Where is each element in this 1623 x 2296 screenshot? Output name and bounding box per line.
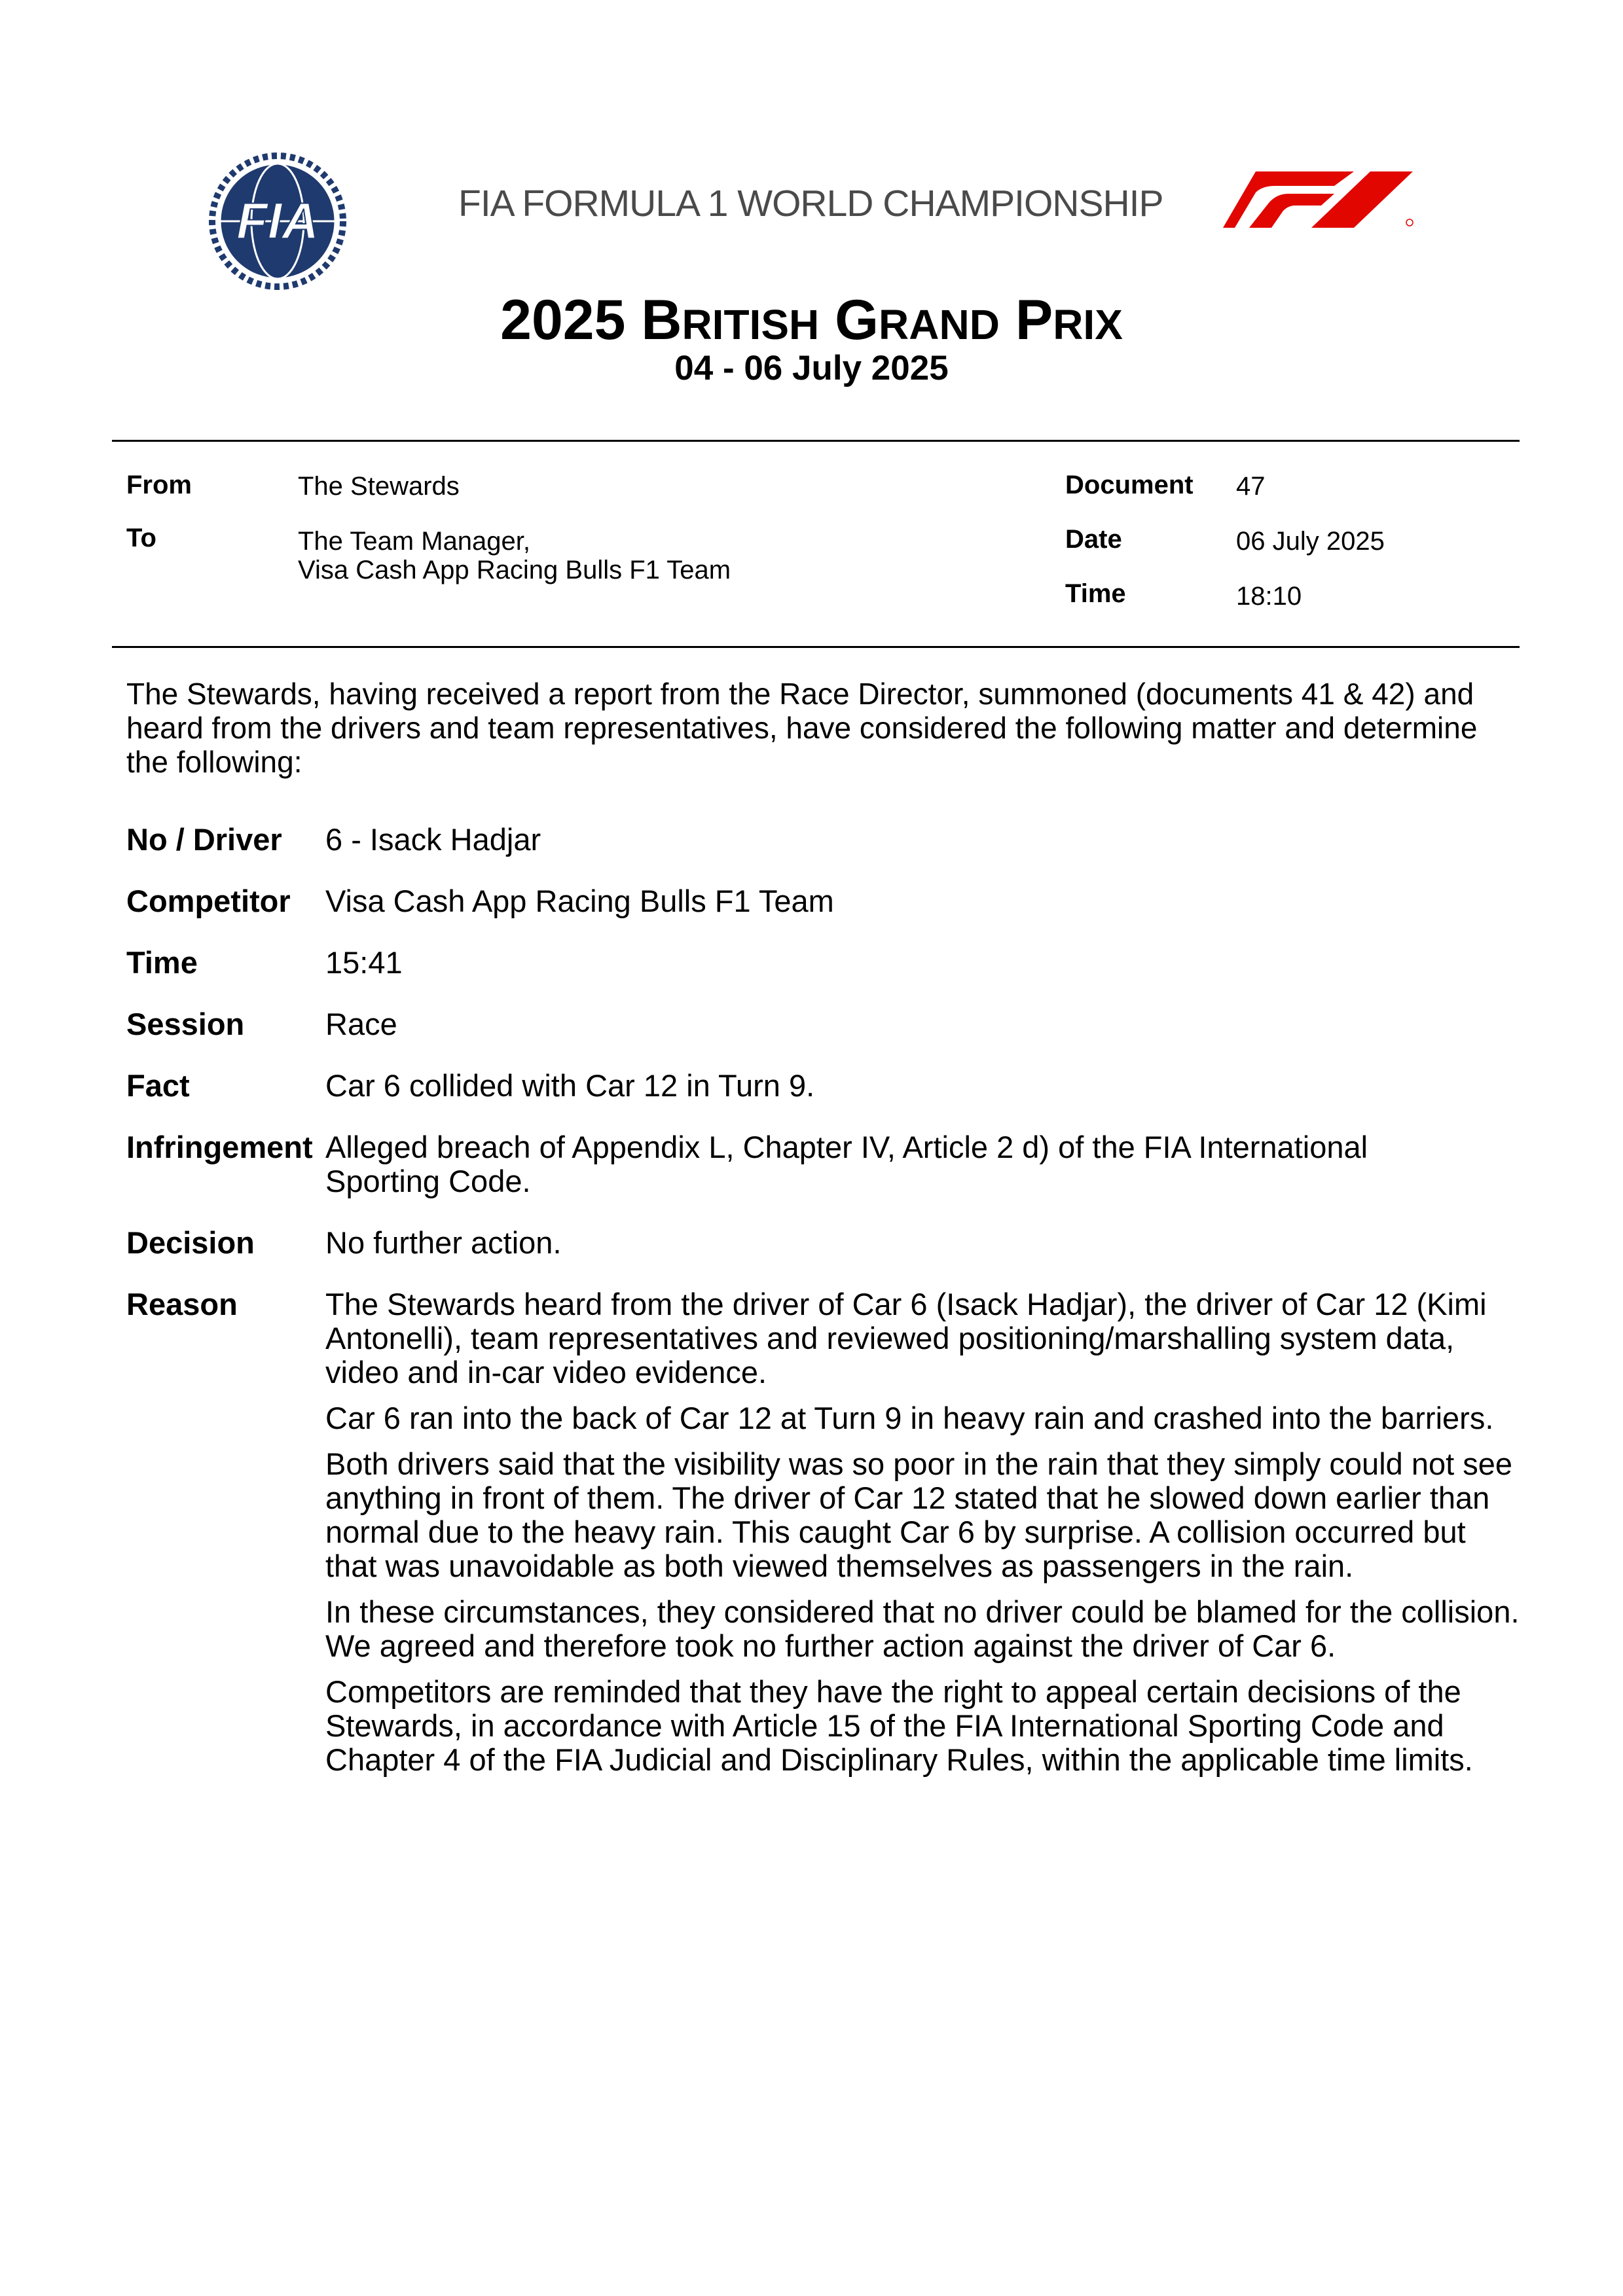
decision-value: No further action. bbox=[325, 1225, 562, 1260]
divider-top bbox=[112, 440, 1520, 442]
to-label: To bbox=[126, 524, 156, 552]
championship-title: FIA FORMULA 1 WORLD CHAMPIONSHIP bbox=[458, 183, 1163, 224]
reason-paragraph-3: Both drivers said that the visibility was so poor in the rain that they simply could not see anything in front of them. The driver of Car 12 stated that he slowed down earlier than normal due to the heavy rain. This caught Car 6 by surprise. A collision occurred but that was unavoidable as both viewed themselves as passengers in the rain. bbox=[325, 1446, 1513, 1583]
intro-paragraph: The Stewards, having received a report from the Race Director, summoned (documents 41 & 42) and heard from the drivers and team representatives, have considered the following matter and determine the following: bbox=[126, 677, 1478, 779]
session-value: Race bbox=[325, 1007, 397, 1041]
reason-body bbox=[325, 1287, 1523, 1789]
time-field-label: Time bbox=[126, 945, 198, 980]
time-label: Time bbox=[1065, 579, 1126, 608]
from-label: From bbox=[126, 471, 192, 499]
infringement-value: Alleged breach of Appendix L, Chapter IV, Article 2 d) of the FIA International Sporting Code. bbox=[325, 1130, 1368, 1198]
event-dates: 04 - 06 July 2025 bbox=[674, 349, 949, 387]
competitor-label: Competitor bbox=[126, 884, 291, 918]
reason-paragraph-4: In these circumstances, they considered that no driver could be blamed for the collision. We agreed and therefore took no further action against the driver of Car 6. bbox=[325, 1594, 1520, 1663]
fact-label: Fact bbox=[126, 1068, 190, 1103]
date-value: 06 July 2025 bbox=[1236, 527, 1385, 556]
event-name-word-3: PRIX bbox=[1015, 289, 1123, 351]
reason-paragraph-1: The Stewards heard from the driver of Car 6 (Isack Hadjar), the driver of Car 12 (Kimi Antonelli), team representatives and reviewed positioning/marshalling system data, video and in-car video evidence. bbox=[325, 1287, 1487, 1390]
f1-logo bbox=[1223, 171, 1419, 228]
event-name-word-1: BRITISH bbox=[641, 289, 820, 351]
time-field-value: 15:41 bbox=[325, 945, 403, 980]
time-value: 18:10 bbox=[1236, 582, 1302, 611]
competitor-value: Visa Cash App Racing Bulls F1 Team bbox=[325, 884, 834, 918]
reason-paragraph-5: Competitors are reminded that they have the right to appeal certain decisions of the Stewards, in accordance with Article 15 of the FIA International Sporting Code and Chapter 4 of the FIA Judicial and Disciplinary Rules, within the applicable time limits. bbox=[325, 1674, 1473, 1777]
infringement-label: Infringement bbox=[126, 1130, 313, 1164]
to-value-line-2: Visa Cash App Racing Bulls F1 Team bbox=[298, 556, 731, 584]
fia-logo bbox=[208, 152, 347, 291]
event-year: 2025 bbox=[500, 289, 626, 351]
fact-value: Car 6 collided with Car 12 in Turn 9. bbox=[325, 1068, 815, 1103]
document-value: 47 bbox=[1236, 472, 1266, 501]
event-name-word-2: GRAND bbox=[835, 289, 1000, 351]
session-label: Session bbox=[126, 1007, 245, 1041]
driver-label: No / Driver bbox=[126, 822, 282, 857]
to-value-line-1: The Team Manager, bbox=[298, 527, 531, 556]
divider-bottom bbox=[112, 646, 1520, 648]
fia-logo-text: FIA bbox=[236, 192, 319, 249]
to-value bbox=[298, 527, 731, 584]
from-value: The Stewards bbox=[298, 472, 460, 501]
document-label: Document bbox=[1065, 471, 1194, 499]
reason-paragraph-2: Car 6 ran into the back of Car 12 at Turn 9 in heavy rain and crashed into the barriers. bbox=[325, 1401, 1494, 1435]
date-label: Date bbox=[1065, 525, 1122, 554]
reason-label: Reason bbox=[126, 1287, 238, 1321]
event-title bbox=[0, 288, 1623, 353]
driver-value: 6 - Isack Hadjar bbox=[325, 822, 541, 857]
decision-label: Decision bbox=[126, 1225, 255, 1260]
